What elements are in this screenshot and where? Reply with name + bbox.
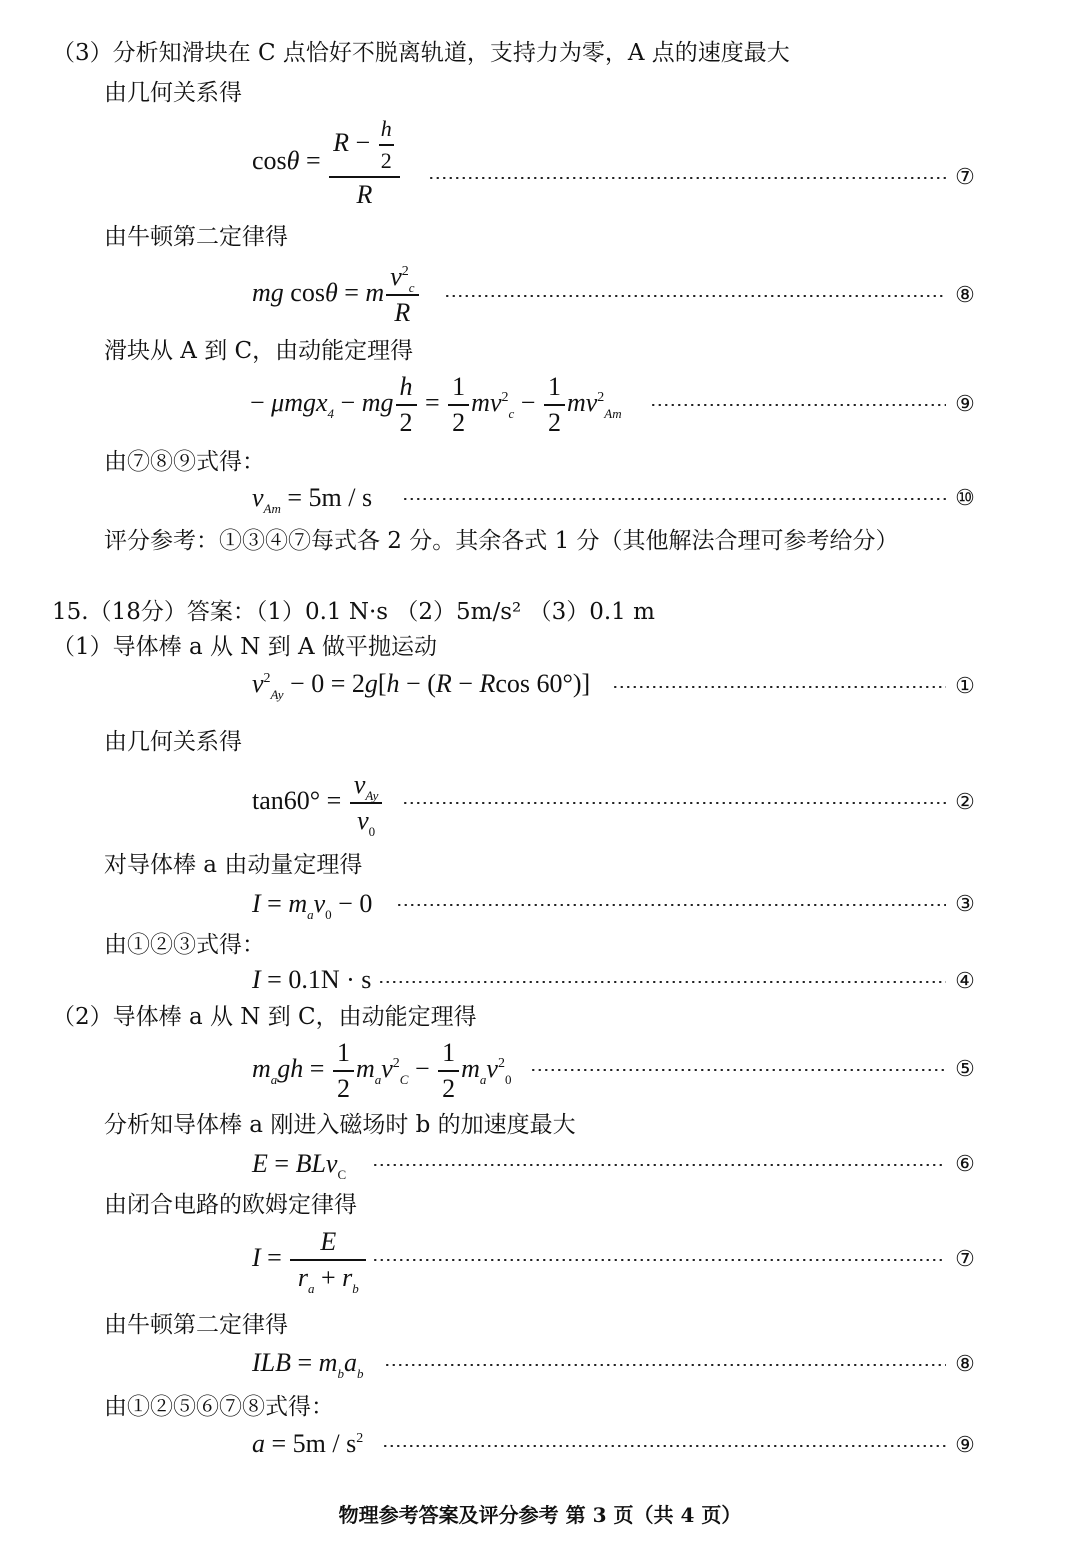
part3-newton-label: 由牛顿第二定律得 [104,224,288,250]
dot-leader [530,1069,946,1071]
equation-3b: $I = m_av_0 - 0$ [252,889,373,922]
dot-leader [612,686,946,688]
dot-leader [402,498,946,500]
equation-8b: ILB = $m_ba_b$ [252,1348,364,1381]
equation-number: ④ [955,969,975,994]
q15-geometry-label: 由几何关系得 [104,729,242,755]
dot-leader [444,295,946,297]
equation-number: ⑦ [955,1247,975,1272]
equation-2b: tan60° = $\frac{v_{Ay}}{v_0}$ [252,768,384,838]
q15-momentum-label: 对导体棒 a 由动量定理得 [104,852,363,878]
equation-number: ⑨ [955,1433,975,1458]
equation-7a: cosθ = R − $\frac{h}{2}$ R [252,114,402,212]
dot-leader [396,904,946,906]
equation-6b: E = BLv$_C$ [252,1149,347,1182]
q15-header: 15.（18分）答案：（1）0.1 N·s （2）5m/s² （3）0.1 m [52,599,655,625]
part3-geometry-label: 由几何关系得 [104,80,242,106]
equation-10a: $v_{Am} = 5m / s$ [252,483,373,516]
dot-leader [428,177,946,179]
equation-number: ⑨ [955,392,975,417]
scoring-note: 评分参考：①③④⑦每式各 2 分。其余各式 1 分（其他解法合理可参考给分） [104,528,899,554]
equation-9a: − μmgx$_4$ − mg $\frac{h}{2}$ = $\frac{1}{2}$ $mv^2_c$ − $\frac{1}{2}$ $mv^2_{Am}$ [250,372,622,437]
dot-leader [372,1164,946,1166]
equation-1b: $v^2_{Ay} - 0 = 2g[h - (R - Rcos$ 60°)] [252,669,591,702]
equation-number: ⑧ [955,1352,975,1377]
dot-leader [402,802,946,804]
equation-4b: I = 0.1N · s [252,965,372,994]
part3-result-label: 由⑦⑧⑨式得： [104,449,265,475]
equation-number: ① [955,674,975,699]
equation-number: ⑥ [955,1152,975,1177]
q15-newton-label: 由牛顿第二定律得 [104,1312,288,1338]
page-footer: 物理参考答案及评分参考 第 3 页（共 4 页） [338,1503,742,1527]
q15-part2-intro: （2）导体棒 a 从 N 到 C，由动能定理得 [52,1004,477,1030]
equation-7b: I = $\frac{E}{r_a + r_b}$ [252,1225,368,1295]
q15-ohm-label: 由闭合电路的欧姆定律得 [104,1192,357,1218]
dot-leader [378,981,946,983]
equation-number: ⑦ [955,165,975,190]
q15-result2-label: 由①②⑤⑥⑦⑧式得： [104,1394,334,1420]
q15-result1-label: 由①②③式得： [104,932,265,958]
dot-leader [650,404,946,406]
equation-number: ② [955,790,975,815]
q15-part1-intro: （1）导体棒 a 从 N 到 A 做平抛运动 [52,634,437,660]
part3-energy-label: 滑块从 A 到 C，由动能定理得 [104,338,414,364]
equation-5b: $m_agh$ = $\frac{1}{2}$ $m_av^2_C$ − $\frac{1}{2}$ $m_av^2_0$ [252,1038,512,1103]
part3-intro: （3）分析知滑块在 C 点恰好不脱离轨道，支持力为零，A 点的速度最大 [52,40,790,66]
q15-analysis-label: 分析知导体棒 a 刚进入磁场时 b 的加速度最大 [104,1112,576,1138]
equation-number: ③ [955,892,975,917]
equation-8a: mg cosθ = m $\frac{v^2_c}{R}$ [252,260,421,330]
dot-leader [384,1364,946,1366]
dot-leader [382,1445,946,1447]
dot-leader [372,1259,946,1261]
equation-number: ⑧ [955,283,975,308]
equation-number: ⑤ [955,1057,975,1082]
equation-9b: $a = 5m / s^2$ [252,1429,364,1458]
equation-number: ⑩ [955,486,975,511]
